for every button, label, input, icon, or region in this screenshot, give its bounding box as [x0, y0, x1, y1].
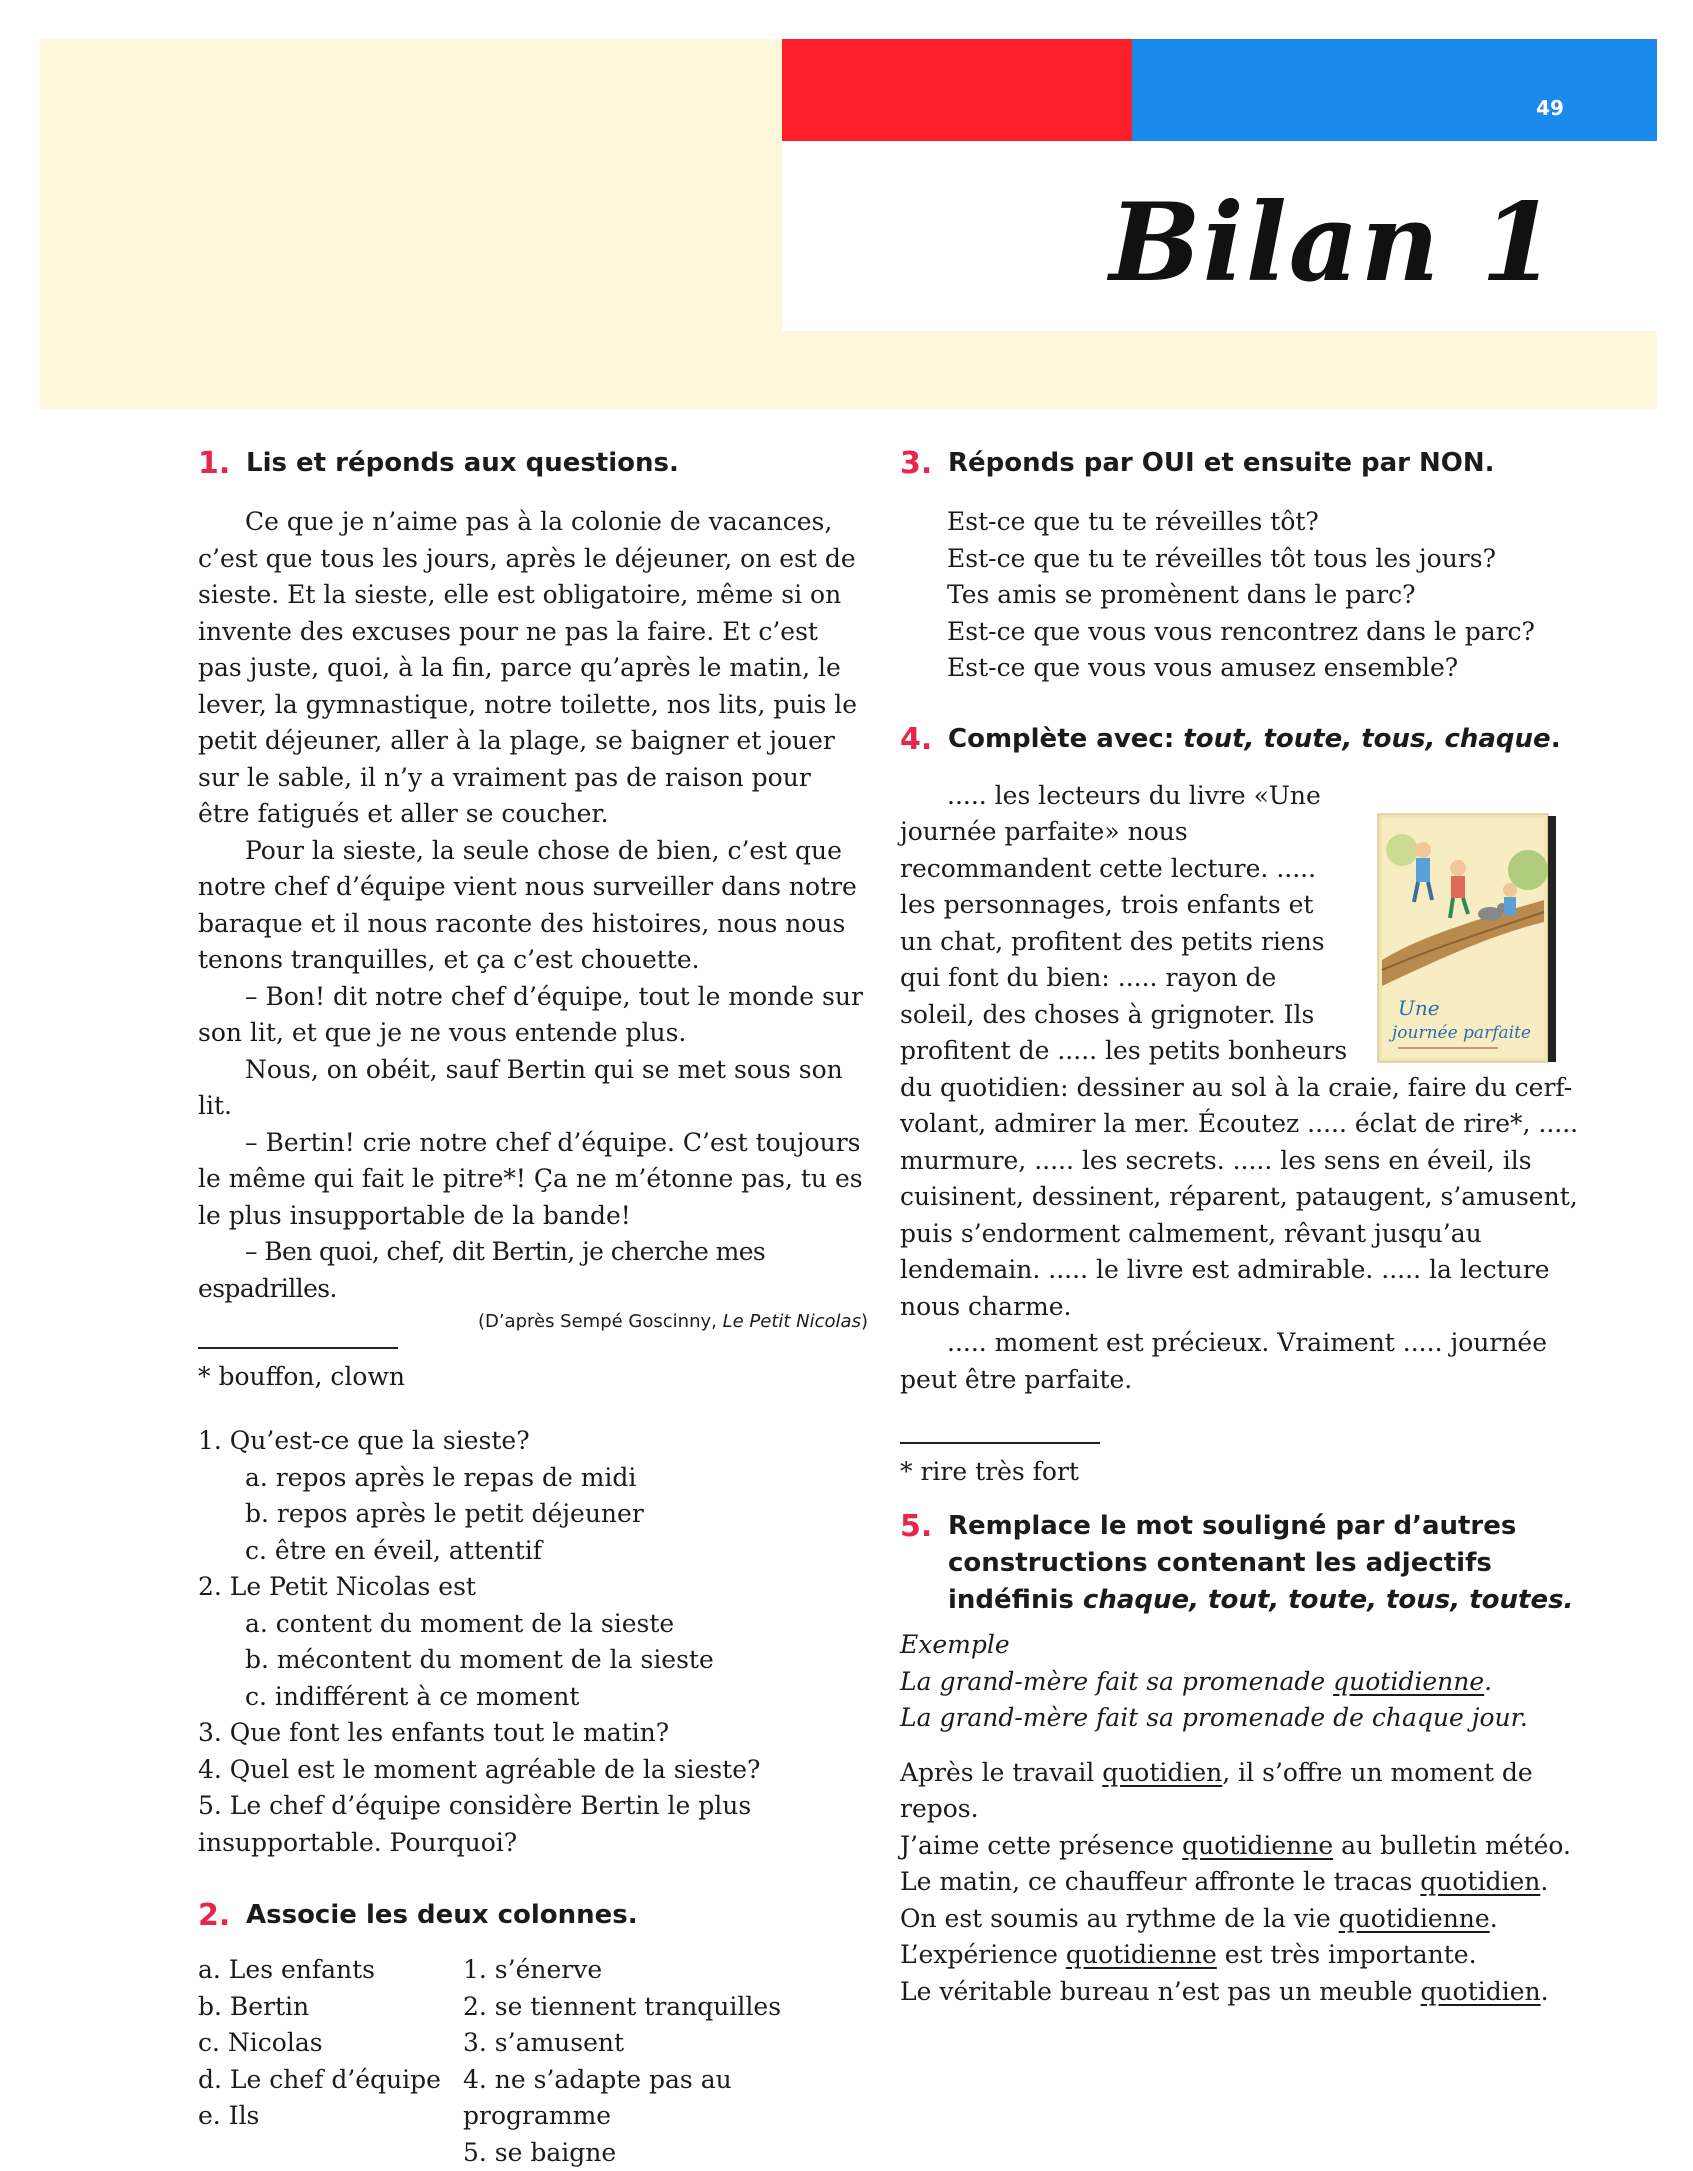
question-text: 2. Le Petit Nicolas est: [198, 1569, 868, 1606]
question-line: Est-ce que tu te réveilles tôt tous les jours?: [947, 541, 1580, 578]
left-column-items: [198, 1952, 463, 2171]
question: 3. Que font les enfants tout le matin?: [198, 1715, 868, 1752]
title-prefix: Complète avec:: [948, 724, 1183, 754]
paragraph: – Bon! dit notre chef d’équipe, tout le monde sur son lit, et que je ne vous entende plus.: [198, 979, 868, 1052]
source-suffix: ): [861, 1311, 868, 1332]
question-line: Tes amis se promènent dans le parc?: [947, 577, 1580, 614]
left-item: d. Le chef d’équipe: [198, 2062, 463, 2099]
answer-option: a. repos après le repas de midi: [198, 1460, 868, 1497]
answer-option: b. mécontent du moment de la sieste: [198, 1642, 868, 1679]
yes-no-questions: [900, 504, 1580, 687]
text-segment: est très importante.: [1217, 1940, 1477, 1969]
source-prefix: (D’après Sempé Goscinny,: [478, 1311, 723, 1332]
paragraph: ..... moment est précieux. Vraiment ..... journée peut être parfaite.: [900, 1325, 1580, 1398]
sentence: [900, 1828, 1580, 1865]
left-column: [198, 445, 868, 2171]
right-item: 5. se baigne: [463, 2135, 868, 2171]
underlined-word: quotidien: [1102, 1758, 1222, 1787]
exercise-title: Réponds par OUI et ensuite par NON.: [948, 445, 1580, 482]
underlined-word: quotidienne: [1333, 1667, 1484, 1696]
question: [198, 1423, 868, 1569]
right-item: 3. s’amusent: [463, 2025, 868, 2062]
answer-option: a. content du moment de la sieste: [198, 1606, 868, 1643]
sentence: [900, 1937, 1580, 1974]
exercise-5-heading: [900, 1508, 1580, 1619]
text-segment: .: [1541, 1977, 1549, 2006]
underlined-word: quotidien: [1421, 1977, 1541, 2006]
question-line: Est-ce que vous vous amusez ensemble?: [947, 650, 1580, 687]
paragraph: ..... les lecteurs du livre «Une journée parfaite» nous recommandent cette lecture. ..... les personnages, trois enfants et un chat, profitent des petits riens qui font du bien: ..... rayon de soleil, des choses à grignoter. Ils profitent de ..... les petits bonheurs du quotidien: dessiner au sol à la craie, faire du cerf-volant, admirer la mer. Écoutez ..... éclat de rire*, ..... murmure, ..... les secrets. ..... les sens en éveil, ils cuisinent, dessinent, réparent, pataugent, s’amusent, puis s’endorment calmement, rêvant jusqu’au lendemain. ..... le livre est admirable. ..... la lecture nous charme.: [900, 778, 1580, 1326]
book-title-line1: Une: [1398, 996, 1440, 1020]
left-item: b. Bertin: [198, 1989, 463, 2026]
header-blue-band: [1132, 39, 1657, 141]
text-segment: J’aime cette présence: [900, 1831, 1182, 1860]
question-text: 1. Qu’est-ce que la sieste?: [198, 1423, 868, 1460]
footnote: * bouffon, clown: [198, 1359, 868, 1395]
exercise-title: Lis et réponds aux questions.: [246, 445, 868, 482]
sentences-list: [900, 1755, 1580, 2011]
text-segment: On est soumis au rythme de la vie: [900, 1904, 1339, 1933]
exercise-number: 5.: [900, 1508, 948, 1545]
footnote: * rire très fort: [900, 1454, 1580, 1490]
chapter-title: Bilan 1: [1109, 180, 1558, 306]
title-words: tout, toute, tous, chaque: [1183, 724, 1550, 754]
underlined-word: quotidienne: [1182, 1831, 1333, 1860]
left-item: a. Les enfants: [198, 1952, 463, 1989]
exercise-title: Associe les deux colonnes.: [246, 1897, 868, 1934]
example-block: [900, 1627, 1580, 1737]
exercise-number: 4.: [900, 721, 948, 758]
answer-option: c. être en éveil, attentif: [198, 1533, 868, 1570]
exercise-3-heading: [900, 445, 1580, 482]
exercise-number: 1.: [198, 445, 246, 482]
association-table: [198, 1952, 868, 2171]
underlined-word: quotidienne: [1066, 1940, 1217, 1969]
paragraph: – Bertin! crie notre chef d’équipe. C’est toujours le même qui fait le pitre*! Ça ne m’étonne pas, tu es le plus insupportable de la bande!: [198, 1125, 868, 1235]
question: 4. Quel est le moment agréable de la sieste?: [198, 1752, 868, 1789]
answer-option: c. indifférent à ce moment: [198, 1679, 868, 1716]
footnote-rule: [198, 1347, 398, 1349]
text-segment: , il s’offre un moment de repos.: [900, 1758, 1533, 1824]
sentence: [900, 1864, 1580, 1901]
source-book: Le Petit Nicolas: [723, 1311, 861, 1332]
paragraph: Ce que je n’aime pas à la colonie de vacances, c’est que tous les jours, après le déjeuner, on est de sieste. Et la sieste, elle est obligatoire, même si on invente des excuses pour ne pas la faire. Et c’est pas juste, quoi, à la fin, parce qu’après le matin, le lever, la gymnastique, notre toilette, nos lits, puis le petit déjeuner, aller à la plage, se baigner et jouer sur le sable, il n’y a vraiment pas de raison pour être fatigués et aller se coucher.: [198, 504, 868, 833]
source-citation: [198, 1307, 868, 1337]
question-line: Est-ce que tu te réveilles tôt?: [947, 504, 1580, 541]
question-line: Est-ce que vous vous rencontrez dans le parc?: [947, 614, 1580, 651]
text-segment: La grand-mère fait sa promenade: [900, 1667, 1333, 1696]
question: [198, 1569, 868, 1715]
answer-option: b. repos après le petit déjeuner: [198, 1496, 868, 1533]
right-item: 2. se tiennent tranquilles: [463, 1989, 868, 2026]
title-words: chaque, tout, toute, tous, toutes.: [1083, 1585, 1574, 1615]
right-column: [900, 445, 1580, 2010]
footnote-rule: [900, 1442, 1100, 1444]
book-cover-illustration: [1378, 810, 1556, 1065]
exercise-4-heading: [900, 721, 1580, 758]
right-item: 4. ne s’adapte pas au programme: [463, 2062, 868, 2135]
underlined-word: quotidienne: [1339, 1904, 1490, 1933]
example-label: Exemple: [900, 1627, 1580, 1664]
exercise-number: 2.: [198, 1897, 246, 1934]
text-segment: .: [1490, 1904, 1498, 1933]
questions-list: [198, 1423, 868, 1861]
title-text: Remplace le mot souligné par d’autres constructions contenant les adjectifs indéfinis: [948, 1511, 1516, 1615]
reading-text: [198, 504, 868, 1307]
example-answer: La grand-mère fait sa promenade de chaque jour.: [900, 1700, 1580, 1737]
text-segment: au bulletin météo.: [1333, 1831, 1571, 1860]
right-item: 1. s’énerve: [463, 1952, 868, 1989]
text-segment: Le véritable bureau n’est pas un meuble: [900, 1977, 1421, 2006]
text-segment: Après le travail: [900, 1758, 1102, 1787]
header-red-band: [782, 39, 1132, 141]
text-segment: L’expérience: [900, 1940, 1066, 1969]
page-number: 49: [1520, 96, 1580, 120]
sentence: [900, 1974, 1580, 2011]
paragraph: Nous, on obéit, sauf Bertin qui se met sous son lit.: [198, 1052, 868, 1125]
title-suffix: .: [1551, 724, 1561, 754]
exercise-title: [948, 721, 1580, 758]
paragraph: Pour la sieste, la seule chose de bien, c’est que notre chef d’équipe vient nous surveiller dans notre baraque et il nous raconte des histoires, nous nous tenons tranquilles, et ça c’est chouette.: [198, 833, 868, 979]
underlined-word: quotidien: [1420, 1867, 1540, 1896]
exercise-1-heading: [198, 445, 868, 482]
left-item: e. Ils: [198, 2098, 463, 2135]
left-item: c. Nicolas: [198, 2025, 463, 2062]
exercise-title: [948, 1508, 1580, 1619]
paragraph: – Ben quoi, chef, dit Bertin, je cherche mes espadrilles.: [198, 1234, 868, 1307]
text-segment: .: [1484, 1667, 1492, 1696]
sentence: [900, 1755, 1580, 1828]
sentence: [900, 1901, 1580, 1938]
text-segment: Le matin, ce chauffeur affronte le tracas: [900, 1867, 1420, 1896]
right-column-items: [463, 1952, 868, 2171]
question: 5. Le chef d’équipe considère Bertin le plus insupportable. Pourquoi?: [198, 1788, 868, 1861]
example-sentence: [900, 1664, 1580, 1701]
exercise-2-heading: [198, 1897, 868, 1934]
exercise-number: 3.: [900, 445, 948, 482]
book-title-line2: journée parfaite: [1388, 1023, 1531, 1043]
text-segment: .: [1540, 1867, 1548, 1896]
